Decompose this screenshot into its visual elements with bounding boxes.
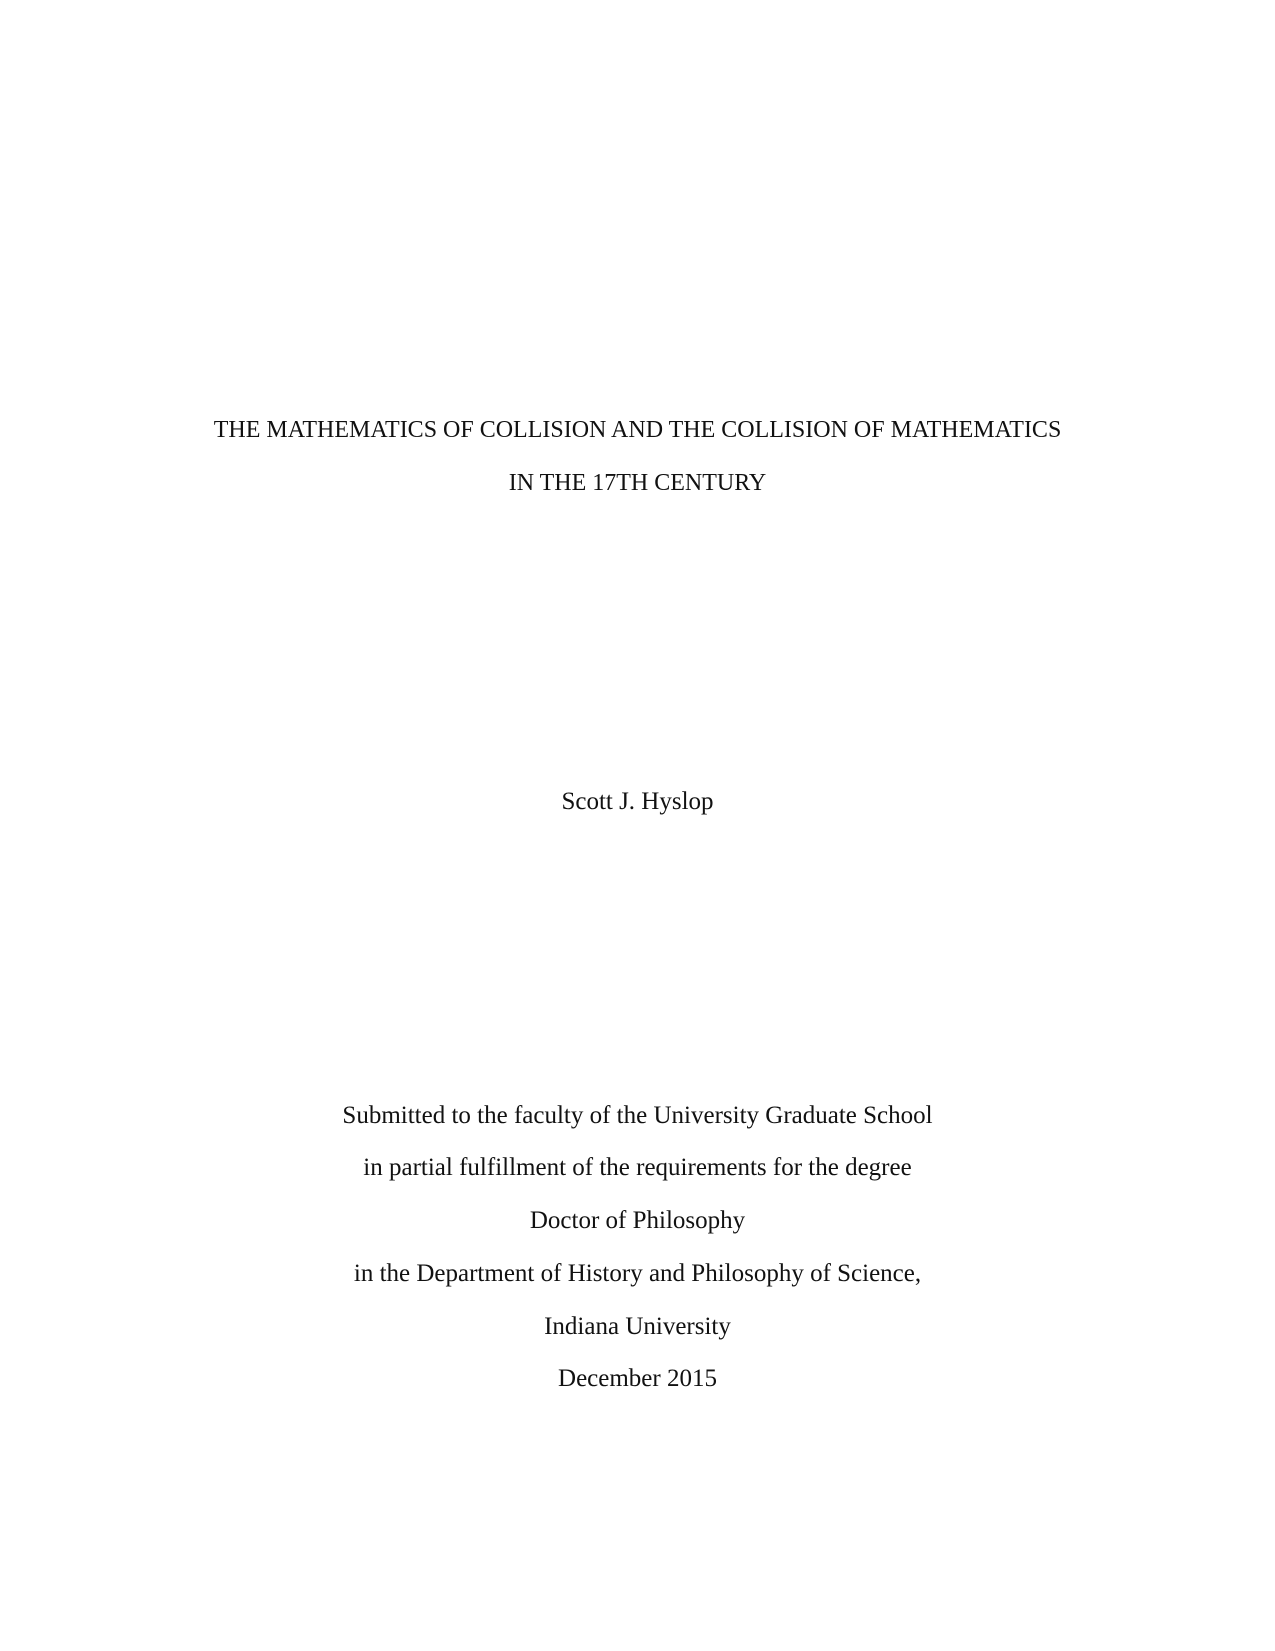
submission-line: Submitted to the faculty of the University Graduate School — [342, 1102, 933, 1129]
title-line-2: IN THE 17TH CENTURY — [508, 470, 767, 496]
author-name: Scott J. Hyslop — [561, 788, 714, 815]
submission-line: in partial fulfillment of the requirements for the degree — [363, 1154, 912, 1181]
degree-name: Doctor of Philosophy — [529, 1207, 746, 1234]
department-line: in the Department of History and Philosophy of Science, — [353, 1260, 922, 1287]
title-line-1: THE MATHEMATICS OF COLLISION AND THE COLLISION OF MATHEMATICS — [213, 417, 1062, 443]
university-name: Indiana University — [544, 1313, 731, 1340]
submission-date: December 2015 — [558, 1365, 717, 1392]
